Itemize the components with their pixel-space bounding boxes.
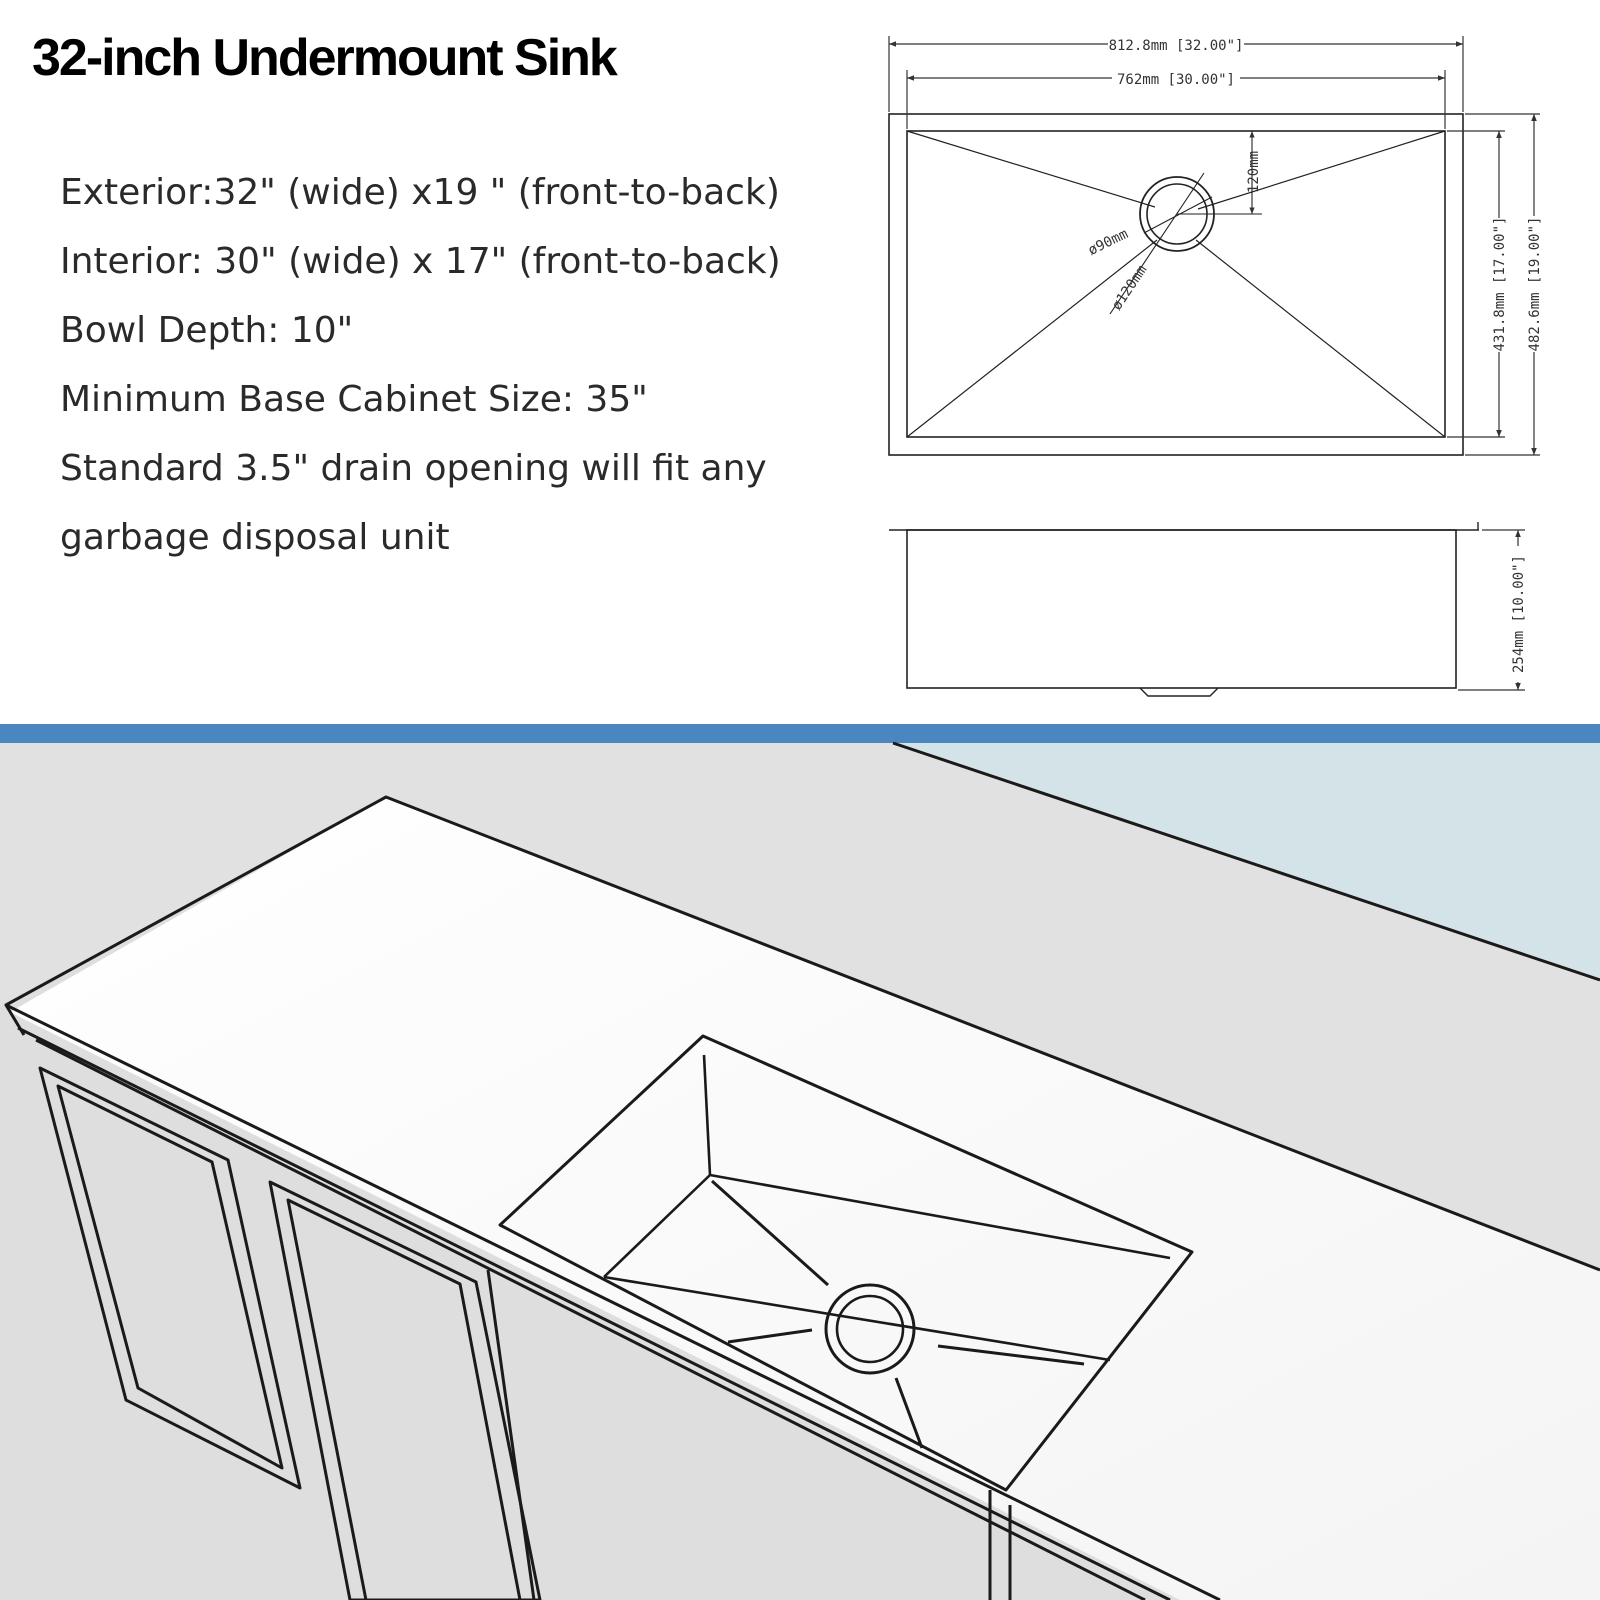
inner-width-label: 762mm [30.00"]: [1116, 72, 1236, 88]
spec-drain-opening: Standard 3.5" drain opening will fit any: [60, 448, 767, 489]
spec-interior: Interior: 30" (wide) x 17" (front-to-back): [60, 241, 781, 282]
spec-min-cabinet: Minimum Base Cabinet Size: 35": [60, 379, 648, 420]
spec-exterior: Exterior:32" (wide) x19 " (front-to-back): [60, 172, 780, 213]
bowl-depth-label: 254mm [10.00"]: [1511, 554, 1527, 674]
page-title: 32-inch Undermount Sink: [32, 29, 616, 87]
fold-line: [907, 240, 1157, 437]
drain-offset-label: 120mm: [1246, 150, 1262, 194]
drain-outer-label: ø120mm: [1108, 262, 1151, 314]
drain-inner-label: ø90mm: [1085, 225, 1131, 259]
side-drain: [1140, 688, 1218, 696]
fold-line: [1198, 131, 1445, 209]
spec-drain-opening-cont: garbage disposal unit: [60, 517, 450, 558]
kitchen-illustration: [0, 743, 1600, 1600]
outer-width-label: 812.8mm [32.00"]: [1108, 38, 1244, 54]
top-dimensions: [889, 36, 1540, 455]
sink-outer-rim: [889, 114, 1463, 455]
spec-bowl-depth: Bowl Depth: 10": [60, 310, 354, 351]
inner-depth-label: 431.8mm [17.00"]: [1492, 216, 1508, 352]
side-bowl: [907, 530, 1456, 688]
fold-line: [1196, 240, 1445, 437]
side-view: [889, 522, 1479, 696]
top-view: [889, 114, 1463, 455]
accent-band: [0, 724, 1600, 743]
fold-line: [907, 131, 1155, 207]
outer-depth-label: 482.6mm [19.00"]: [1527, 216, 1543, 352]
